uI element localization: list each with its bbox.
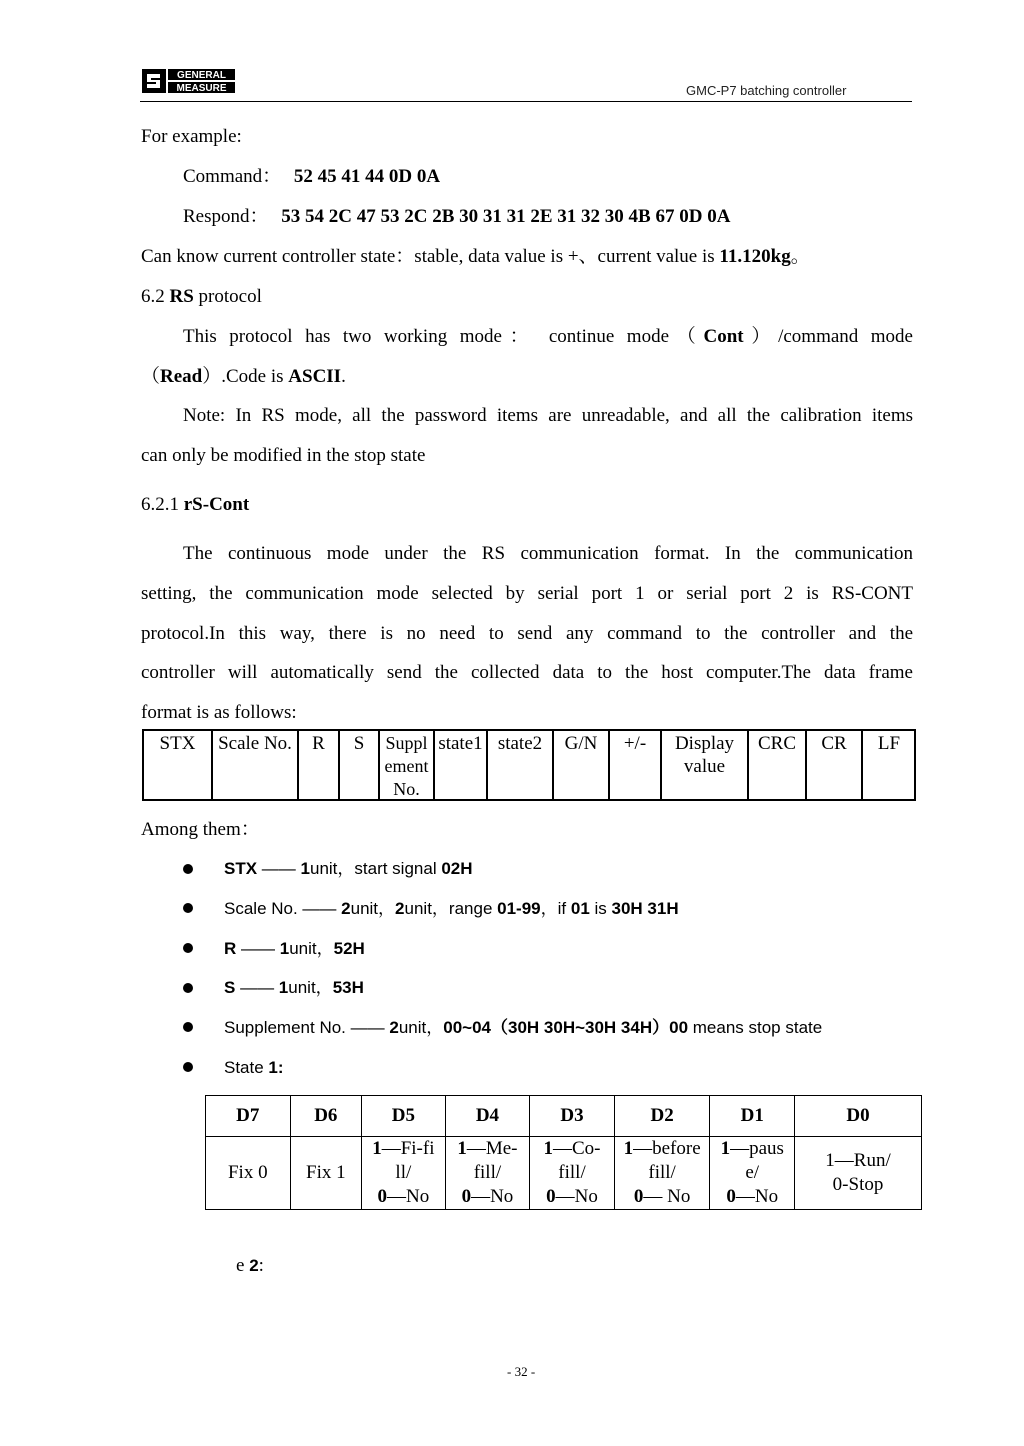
- cell-bold: 1: [720, 1138, 731, 1159]
- para1-d: ）.Code is: [202, 366, 289, 387]
- para1-b: ）/command mode: [743, 326, 913, 347]
- command-label: Command：: [183, 166, 282, 187]
- state1-header-d0: D0: [795, 1096, 922, 1137]
- bullet-bold: STX: [224, 859, 258, 878]
- frame-cell-state2: state2: [488, 731, 554, 799]
- cont-paragraph-line4: controller will automatically send the collected data to the host computer.The data frame: [141, 662, 913, 683]
- cont-paragraph-line3: protocol.In this way, there is no need to send any command to the controller and the: [141, 623, 913, 644]
- cell-text: fill/: [558, 1162, 586, 1183]
- state-end: 。: [790, 246, 810, 267]
- subsection-number: 6.2.1: [141, 494, 184, 515]
- bullet-bold: 52H: [333, 939, 365, 958]
- respond-value: 53 54 2C 47 53 2C 2B 30 31 31 2E 31 32 30 4B 67 0D 0A: [281, 206, 731, 227]
- cell-bold: 1: [372, 1138, 382, 1159]
- header-rule: [140, 101, 912, 102]
- cell-bold: 0: [633, 1186, 644, 1207]
- protocol-paragraph-line1: [183, 326, 913, 348]
- state1-header-d2: D2: [614, 1096, 710, 1137]
- bullet-bold: 1: [278, 978, 289, 997]
- state1-cell-d5: [362, 1137, 446, 1210]
- state1-cell-d6: Fix 1: [290, 1137, 361, 1210]
- para1-read: Read: [160, 366, 203, 387]
- frame-cell-stx: STX: [144, 731, 213, 799]
- bullet-text-part: ——: [235, 978, 279, 997]
- state1-header-row: [206, 1096, 922, 1137]
- cont-paragraph-line5: format is as follows:: [141, 702, 297, 723]
- cell-bold: 0: [461, 1186, 472, 1207]
- cell-text: ll/: [395, 1162, 412, 1183]
- frame-cell-state1: state1: [435, 731, 488, 799]
- state1-cell-d4: [445, 1137, 530, 1210]
- bullet-bold: 00~04（30H 30H~30H 34H）00: [443, 1018, 689, 1037]
- state1-header-d4: D4: [445, 1096, 530, 1137]
- logo-text-1: GENERAL: [177, 70, 226, 81]
- bullet-state1: [224, 1057, 284, 1079]
- bullet-bold: 2: [341, 899, 351, 918]
- protocol-paragraph-line2: [141, 366, 346, 388]
- bullet-bold: S: [224, 978, 236, 997]
- state1-table: [205, 1095, 922, 1210]
- state-value: 11.120kg: [719, 246, 791, 267]
- cell-text: —Fi-fi: [381, 1138, 435, 1159]
- frame-cell-r: R: [299, 731, 340, 799]
- state-description: [141, 246, 810, 268]
- cell-bold: 0: [726, 1186, 736, 1207]
- bullet-text-part: ——: [236, 939, 280, 958]
- bullet-dot: [183, 943, 193, 953]
- bullet-bold: 53H: [332, 978, 364, 997]
- state-text: Can know current controller state：stable, data value is +、current value is: [141, 246, 720, 267]
- section-rest: protocol: [193, 286, 262, 307]
- state1-header-d7: D7: [206, 1096, 291, 1137]
- logo-text-2: MEASURE: [176, 83, 227, 94]
- para1-ascii: ASCII: [288, 366, 342, 387]
- cont-paragraph-line2: setting, the communication mode selected by serial port 1 or serial port 2 is RS-CONT: [141, 583, 913, 604]
- cell-bold: 1: [543, 1138, 553, 1159]
- section-6-2-1-heading: [141, 494, 249, 516]
- bullet-text-part: ——: [257, 859, 301, 878]
- subsection-bold: rS-Cont: [183, 494, 250, 515]
- frame-cell-supplement-no: Suppl ement No.: [380, 731, 435, 799]
- section-6-2-heading: [141, 286, 262, 308]
- frame-cell-cr: CR: [807, 731, 863, 799]
- frame-cell-display-value: Display value: [662, 731, 749, 799]
- frame-cell-lf: LF: [877, 733, 901, 754]
- cell-text: 0-Stop: [832, 1174, 884, 1195]
- note-line2: can only be modified in the stop state: [141, 445, 426, 466]
- state1-cell-d0: [795, 1137, 922, 1210]
- bullet-bold: 1: [300, 859, 310, 878]
- bullet-text-part: means stop state: [688, 1018, 823, 1037]
- cell-text: —before: [633, 1138, 701, 1159]
- cell-text: —No: [471, 1186, 514, 1207]
- para1-a: This protocol has two working mode： continue mode（: [183, 326, 704, 347]
- cell-bold: 1: [623, 1138, 634, 1159]
- frame-cell-plus-minus: +/-: [610, 731, 662, 799]
- among-them: Among them：: [141, 819, 260, 840]
- bullet-dot: [183, 983, 193, 993]
- cell-text: —No: [555, 1186, 598, 1207]
- cell-text: —Me-: [466, 1138, 518, 1159]
- cell-text: —paus: [730, 1138, 784, 1159]
- bullet-bold: 01: [570, 899, 590, 918]
- command-line: [183, 166, 440, 188]
- cell-bold: 1: [457, 1138, 467, 1159]
- state1-header-d3: D3: [530, 1096, 615, 1137]
- cont-paragraph-line1: The continuous mode under the RS communication format. In the communication: [183, 543, 913, 564]
- cell-bold: 0: [377, 1186, 387, 1207]
- cell-text: — No: [643, 1186, 691, 1207]
- bullet-text-part: State: [224, 1058, 269, 1077]
- section-bold: RS: [169, 286, 194, 307]
- cell-bold: 0: [546, 1186, 556, 1207]
- bullet-stx: [224, 858, 473, 880]
- bullet-bold: 1:: [268, 1058, 284, 1077]
- bullet-text-part: unit，: [289, 939, 334, 958]
- bullet-text-part: is: [589, 899, 612, 918]
- bullet-dot: [183, 1022, 193, 1032]
- bullet-text-part: unit，: [288, 978, 333, 997]
- cell-text: —Co-: [553, 1138, 601, 1159]
- bullet-text-part: Supplement No. ——: [224, 1018, 390, 1037]
- state1-header-d6: D6: [290, 1096, 361, 1137]
- note-line1: Note: In RS mode, all the password items are unreadable, and all the calibration items: [183, 405, 913, 426]
- bullet-bold: 02H: [441, 859, 473, 878]
- bullet-dot: [183, 864, 193, 874]
- bullet-scale-no: [224, 898, 679, 920]
- header-title: GMC-P7 batching controller: [686, 83, 847, 98]
- state1-header-d1: D1: [710, 1096, 795, 1137]
- state1-cell-d2: [614, 1137, 710, 1210]
- state2-text: e: [236, 1255, 250, 1276]
- frame-format-table: [142, 729, 916, 801]
- bullet-text-part: unit，: [350, 899, 396, 918]
- bullet-supplement-no: [224, 1017, 822, 1039]
- general-measure-logo: [141, 68, 236, 94]
- state1-cell-d1: [710, 1137, 795, 1210]
- bullet-bold: 2: [395, 899, 405, 918]
- bullet-dot: [183, 903, 193, 913]
- bullet-text-part: ，if: [540, 899, 571, 918]
- respond-line: [183, 206, 730, 228]
- respond-label: Respond：: [183, 206, 269, 227]
- bullet-text-part: unit，start signal: [309, 859, 442, 878]
- cell-text: 1—Run/: [825, 1150, 891, 1171]
- bullet-text-part: unit，: [398, 1018, 444, 1037]
- bullet-bold: 1: [279, 939, 290, 958]
- frame-cell-scale-no: Scale No.: [213, 731, 299, 799]
- state2-colon: :: [258, 1255, 264, 1276]
- bullet-s: [224, 977, 364, 999]
- bullet-bold: 2: [389, 1018, 399, 1037]
- frame-cell-s: S: [340, 731, 380, 799]
- para1-c: （: [141, 366, 161, 387]
- state1-cell-d7: Fix 0: [206, 1137, 291, 1210]
- state1-header-d5: D5: [362, 1096, 446, 1137]
- bullet-dot: [183, 1062, 193, 1072]
- bullet-text-part: unit，range: [404, 899, 498, 918]
- command-value: 52 45 41 44 0D 0A: [293, 166, 441, 187]
- state2-bold: 2: [249, 1256, 259, 1275]
- frame-cell-crc: CRC: [749, 731, 807, 799]
- state1-value-row: [206, 1137, 922, 1210]
- cell-text: fill/: [473, 1162, 502, 1183]
- section-number: 6.2: [141, 286, 170, 307]
- para1-cont: Cont: [703, 326, 744, 347]
- state1-cell-d3: [530, 1137, 615, 1210]
- example-heading: For example:: [141, 126, 242, 147]
- state2-fragment: [236, 1255, 264, 1277]
- page-number: - 32 -: [507, 1364, 536, 1379]
- cell-text: fill/: [648, 1162, 676, 1183]
- bullet-bold: R: [224, 939, 237, 958]
- cell-text: —No: [735, 1186, 779, 1207]
- bullet-bold: 30H 31H: [611, 899, 679, 918]
- bullet-bold: 01-99: [497, 899, 541, 918]
- frame-cell-gn: G/N: [554, 731, 610, 799]
- para1-e: .: [341, 366, 346, 387]
- bullet-r: [224, 938, 365, 960]
- cell-text: —No: [386, 1186, 430, 1207]
- bullet-text-part: Scale No. ——: [224, 899, 342, 918]
- cell-text: e/: [745, 1162, 760, 1183]
